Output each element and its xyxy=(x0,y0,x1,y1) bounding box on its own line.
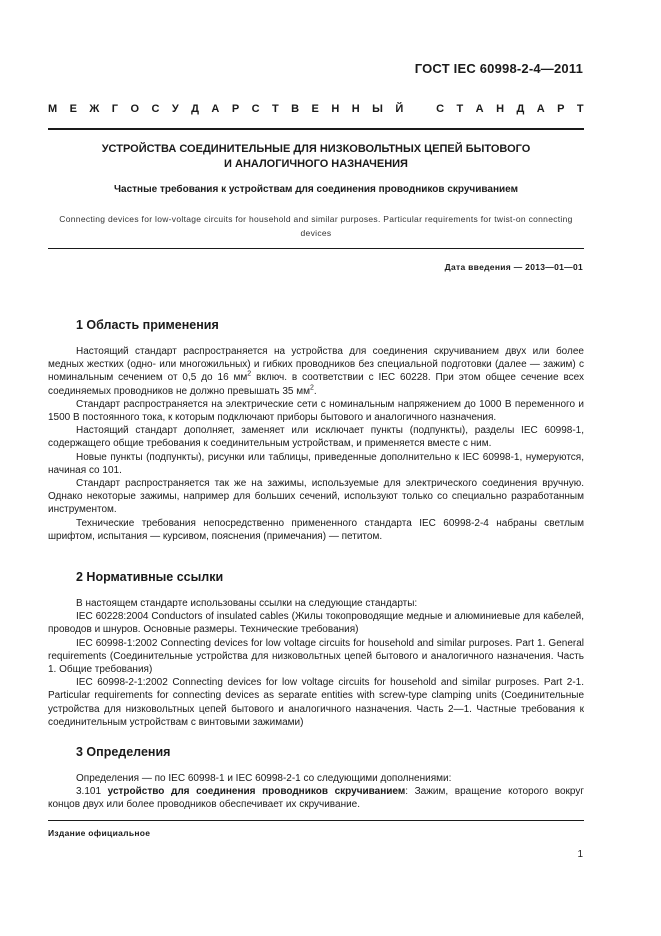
document-subtitle: Частные требования к устройствам для соединения проводников скручиванием xyxy=(114,184,518,195)
banner-letter: С xyxy=(436,103,445,115)
defined-term: устройство для соединения проводников скручиванием xyxy=(107,786,406,798)
banner-gap xyxy=(416,103,424,115)
banner-letter: Д xyxy=(516,103,525,115)
header-rule xyxy=(48,128,584,130)
banner-letter: Р xyxy=(231,103,240,115)
paragraph: IEC 60228:2004 Conductors of insulated cables (Жилы токопроводящие медные и алюминиевые для кабелей, проводов и шнуров. Основные размеры. Технические требования) xyxy=(48,611,584,636)
banner-letter: А xyxy=(211,103,220,115)
paragraph: Новые пункты (подпункты), рисунки или таблицы, приведенные дополнительно к IEC 60998-1, нумеруются, начиная со 101. xyxy=(48,451,584,476)
definition-paragraph: 3.101 устройство для соединения проводников скручиванием: Зажим, вращение которого вокруг концов двух или более проводников обеспечивает их скручивание. xyxy=(48,786,584,811)
banner-letter: У xyxy=(171,103,179,115)
paragraph: В настоящем стандарте использованы ссылки на следующие стандарты: xyxy=(76,598,418,609)
banner-letter: Е xyxy=(311,103,319,115)
section-2-heading: 2 Нормативные ссылки xyxy=(76,570,224,584)
paragraph: Стандарт распространяется так же на зажимы, используемые для электрического соединения вручную. Однако некоторые зажимы, например для больших сечений, используют только со специально разработанным инструментом. xyxy=(48,478,584,516)
banner-letter: Т xyxy=(456,103,464,115)
paragraph: Стандарт распространяется на электрические сети с номинальным напряжением до 1000 В переменного и 1500 В постоянного тока, к которым подключают приборы бытового и аналогичного назначения. xyxy=(48,398,584,424)
paragraph: Настоящий стандарт распространяется на устройства для соединения скручиванием двух или более медных жестких (одно- или многожильных) и гибких проводников без специальной подготовки (далее — зажим) с номинальным сечением от 0,5 до 16 $мм^2$ включ. в соответствии с IEC 60228. При этом общее сечение всех соединяемых проводников не должно превышать 35 $мм^2$. xyxy=(48,346,584,397)
banner-letter: Ж xyxy=(89,103,100,115)
banner-letter: С xyxy=(251,103,260,115)
banner-letter: Н xyxy=(351,103,360,115)
banner-letter: Т xyxy=(576,103,584,115)
english-title: Connecting devices for low-voltage circuits for household and similar purposes. Particular requirements for twist-on connecting devices xyxy=(59,214,573,238)
document-number: ГОСТ IEC 60998-2-4—2011 xyxy=(414,61,583,76)
banner-letter: Н xyxy=(496,103,505,115)
document-title xyxy=(60,142,572,172)
section-1-heading: 1 Область применения xyxy=(76,318,219,332)
page-number: 1 xyxy=(577,849,583,860)
banner-letter: Й xyxy=(395,103,404,115)
paragraph: IEC 60998-2-1:2002 Connecting devices for low voltage circuits for household and similar purposes. Part 2-1. Particular requirements for connecting devices as separate entities with screw-type clamping units (Соединительные устройства для низковольтных цепей бытового и аналогичного назначения. Часть 2—1. Частные требования к соединительным устройствам с винтовыми зажимами) xyxy=(48,677,584,728)
banner-letter: Н xyxy=(331,103,340,115)
section-3-body xyxy=(48,772,584,812)
section-2-body xyxy=(48,597,584,729)
paragraph: Технические требования непосредственно примененного стандарта IEC 60998-2-4 набраны светлым шрифтом, испытания — курсивом, пояснения (примечания) — петитом. xyxy=(48,517,584,542)
edition-note: Издание официальное xyxy=(48,828,151,838)
banner-letter: М xyxy=(48,103,58,115)
title-line-1: УСТРОЙСТВА СОЕДИНИТЕЛЬНЫЕ ДЛЯ НИЗКОВОЛЬТНЫХ ЦЕПЕЙ БЫТОВОГО xyxy=(101,143,531,155)
paragraph: Настоящий стандарт дополняет, заменяет или исключает пункты (подпункты), разделы IEC 60998-1, содержащего общие требования к соединительным устройствам, и применяется вместе с ним. xyxy=(48,425,584,450)
banner-letter: О xyxy=(130,103,140,115)
footer-rule xyxy=(48,820,584,821)
banner-letter: Р xyxy=(557,103,565,115)
title-line-2: И АНАЛОГИЧНОГО НАЗНАЧЕНИЯ xyxy=(224,158,408,170)
banner-letter: А xyxy=(475,103,484,115)
banner-letter: Г xyxy=(111,103,119,115)
introduction-date: Дата введения — 2013—01—01 xyxy=(444,262,583,272)
banner-letter: Т xyxy=(271,103,279,115)
standard-banner xyxy=(48,103,584,115)
banner-letter: А xyxy=(536,103,545,115)
banner-letter: Е xyxy=(69,103,77,115)
banner-letter: Д xyxy=(191,103,199,115)
banner-letter: Ы xyxy=(372,103,383,115)
banner-letter: С xyxy=(151,103,160,115)
banner-letter: В xyxy=(291,103,300,115)
section-1-body xyxy=(48,345,584,543)
paragraph: Определения — по IEC 60998-1 и IEC 60998-2-1 со следующими дополнениями: xyxy=(76,773,452,784)
title-rule xyxy=(48,248,584,249)
section-3-heading: 3 Определения xyxy=(76,745,171,759)
paragraph: IEC 60998-1:2002 Connecting devices for low voltage circuits for household and similar purposes. Part 1. General requirements (Соединительные устройства для низковольтных цепей бытового и аналогичного назначения. Часть 1. Общие требования) xyxy=(48,637,584,676)
